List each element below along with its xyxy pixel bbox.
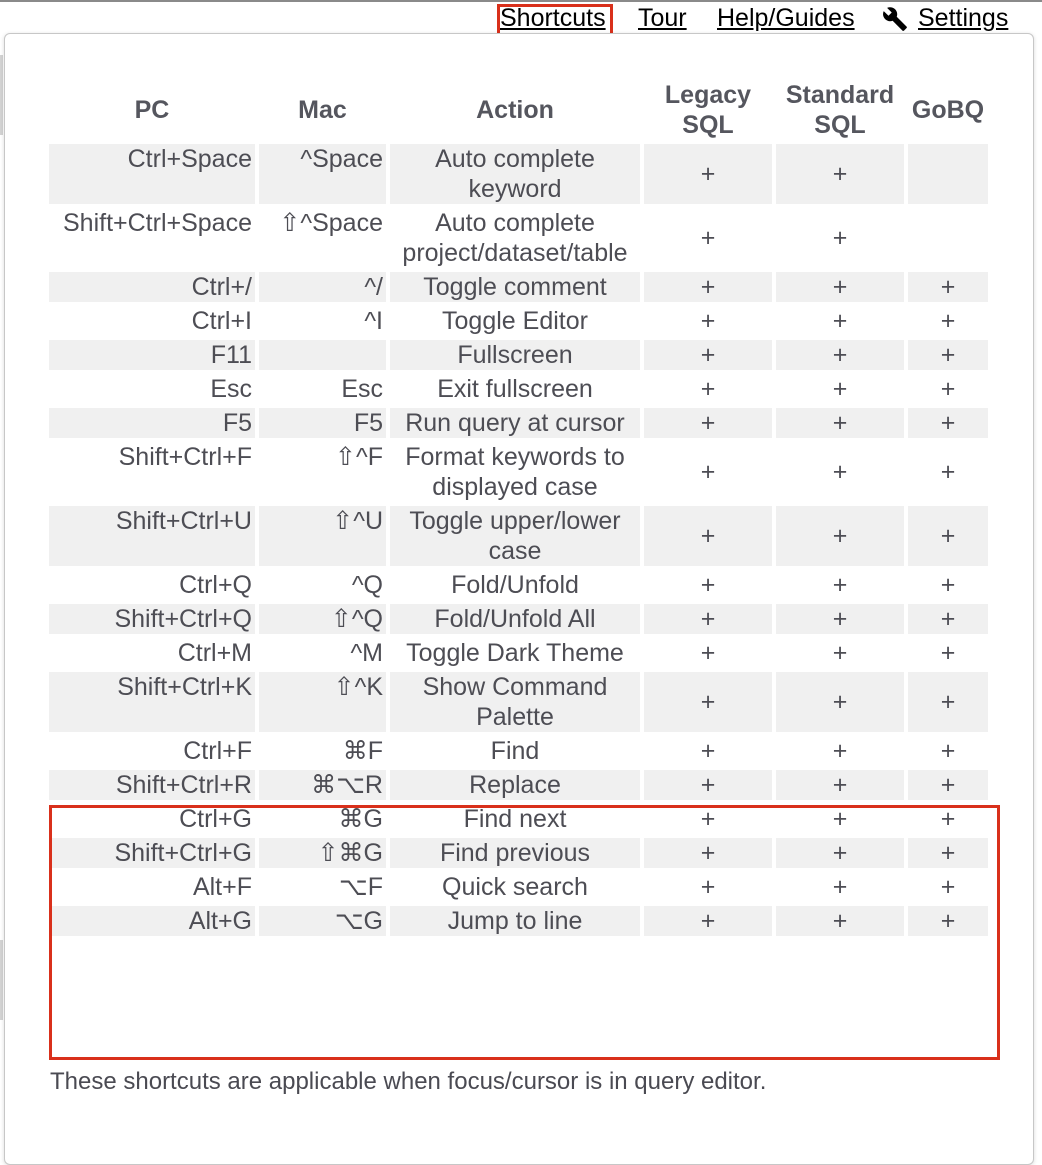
cell-pc: Ctrl+/	[49, 272, 255, 302]
cell-standard-sql: +	[832, 224, 848, 252]
cell-mac: ⌘⌥R	[259, 770, 386, 800]
cell-gobq	[908, 144, 988, 204]
header-mac: Mac	[298, 96, 347, 124]
cell-gobq: +	[908, 838, 988, 868]
left-edge-strip	[0, 55, 3, 135]
cell-gobq: +	[908, 340, 988, 370]
table-row	[49, 804, 988, 834]
table-row	[49, 672, 988, 732]
table-row	[49, 144, 988, 204]
cell-pc: Ctrl+F	[183, 737, 252, 765]
cell-legacy-sql: +	[644, 604, 772, 634]
header-word: SQL	[682, 111, 734, 139]
table-row	[49, 306, 988, 336]
cell-action: Jump to line	[390, 906, 640, 936]
cell-action: Auto complete keyword	[390, 144, 640, 204]
cell-mac	[259, 340, 386, 370]
cell-standard-sql: +	[776, 604, 904, 634]
cell-standard-sql: +	[776, 770, 904, 800]
cell-mac: ⇧^U	[259, 506, 386, 566]
table-row	[49, 408, 988, 438]
cell-mac: ⇧^Q	[259, 604, 386, 634]
cell-pc: F11	[49, 340, 255, 370]
header-word: Legacy	[664, 81, 752, 109]
cell-legacy-sql: +	[644, 506, 772, 566]
cell-legacy-sql: +	[700, 458, 716, 486]
cell-pc: Esc	[210, 375, 252, 403]
nav-tour-link[interactable]: Tour	[638, 4, 687, 32]
cell-standard-sql: +	[776, 144, 904, 204]
cell-action: Find previous	[390, 838, 640, 868]
cell-pc: Ctrl+M	[177, 639, 252, 667]
cell-mac: ⌘F	[342, 737, 383, 765]
table-row	[49, 604, 988, 634]
cell-action: Toggle Editor	[442, 307, 588, 335]
cell-standard-sql: +	[776, 272, 904, 302]
cell-mac: ^/	[259, 272, 386, 302]
cell-gobq: +	[940, 873, 956, 901]
cell-gobq: +	[908, 906, 988, 936]
cell-legacy-sql: +	[644, 144, 772, 204]
cell-action: Auto complete project/dataset/table	[402, 209, 628, 267]
cell-pc: Alt+G	[49, 906, 255, 936]
cell-legacy-sql: +	[644, 906, 772, 936]
cell-standard-sql: +	[832, 873, 848, 901]
cell-legacy-sql: +	[644, 770, 772, 800]
cell-mac: ⌥G	[259, 906, 386, 936]
cell-pc: Alt+F	[192, 873, 252, 901]
cell-legacy-sql: +	[700, 737, 716, 765]
cell-mac: ⇧^Space	[279, 209, 383, 237]
cell-gobq: +	[908, 408, 988, 438]
cell-mac: ⌘G	[338, 805, 383, 833]
cell-standard-sql: +	[832, 458, 848, 486]
cell-mac: ⌥F	[338, 873, 383, 901]
cell-legacy-sql: +	[700, 224, 716, 252]
cell-action: Run query at cursor	[390, 408, 640, 438]
table-row	[49, 374, 988, 404]
shortcuts-table	[45, 76, 992, 940]
cell-mac: ^Q	[351, 571, 383, 599]
cell-legacy-sql: +	[700, 375, 716, 403]
table-row	[49, 340, 988, 370]
cell-mac: F5	[259, 408, 386, 438]
cell-pc: Shift+Ctrl+Q	[49, 604, 255, 634]
cell-standard-sql: +	[832, 571, 848, 599]
cell-action: Quick search	[442, 873, 588, 901]
cell-gobq: +	[940, 375, 956, 403]
cell-legacy-sql: +	[700, 571, 716, 599]
cell-mac: Esc	[341, 375, 383, 403]
table-row	[49, 442, 988, 502]
cell-pc: Ctrl+Space	[49, 144, 255, 204]
cell-standard-sql: +	[776, 672, 904, 732]
cell-gobq: +	[908, 272, 988, 302]
table-row	[49, 570, 988, 600]
cell-action: Toggle comment	[390, 272, 640, 302]
cell-action: Find	[490, 737, 540, 765]
cell-standard-sql: +	[776, 906, 904, 936]
header-legacy-sql	[644, 80, 772, 140]
cell-legacy-sql: +	[700, 873, 716, 901]
cell-legacy-sql: +	[644, 272, 772, 302]
cell-legacy-sql: +	[700, 805, 716, 833]
cell-gobq: +	[908, 770, 988, 800]
cell-action: Fold/Unfold	[451, 571, 579, 599]
header-action: Action	[476, 96, 554, 124]
cell-mac: ⇧⌘G	[259, 838, 386, 868]
table-row	[49, 872, 988, 902]
table-row	[49, 906, 988, 936]
cell-gobq	[908, 208, 988, 268]
cell-legacy-sql: +	[700, 639, 716, 667]
table-row	[49, 736, 988, 766]
cell-standard-sql: +	[776, 506, 904, 566]
left-edge-strip	[0, 940, 3, 1020]
cell-standard-sql: +	[832, 375, 848, 403]
cell-gobq: +	[940, 307, 956, 335]
table-row	[49, 208, 988, 268]
cell-gobq: +	[908, 604, 988, 634]
cell-legacy-sql: +	[700, 307, 716, 335]
cell-action: Fullscreen	[390, 340, 640, 370]
header-gobq: GoBQ	[911, 96, 985, 124]
header-pc: PC	[134, 96, 170, 124]
cell-standard-sql: +	[832, 307, 848, 335]
header-word: Standard	[785, 81, 895, 109]
cell-pc: Shift+Ctrl+R	[49, 770, 255, 800]
cell-standard-sql: +	[776, 340, 904, 370]
cell-gobq: +	[940, 639, 956, 667]
wrench-icon[interactable]	[882, 6, 908, 32]
cell-legacy-sql: +	[644, 408, 772, 438]
cell-standard-sql: +	[832, 805, 848, 833]
cell-pc: F5	[49, 408, 255, 438]
cell-gobq: +	[940, 571, 956, 599]
cell-action: Fold/Unfold All	[390, 604, 640, 634]
cell-standard-sql: +	[832, 639, 848, 667]
table-row	[49, 838, 988, 868]
cell-action: Replace	[390, 770, 640, 800]
cell-mac: ⇧^F	[335, 443, 383, 471]
cell-pc: Shift+Ctrl+K	[49, 672, 255, 732]
cell-pc: Shift+Ctrl+Space	[63, 209, 252, 237]
footer-note: These shortcuts are applicable when focus/cursor is in query editor.	[50, 1068, 767, 1095]
cell-legacy-sql: +	[644, 838, 772, 868]
cell-action: Toggle upper/lower case	[390, 506, 640, 566]
cell-standard-sql: +	[832, 737, 848, 765]
cell-legacy-sql: +	[644, 672, 772, 732]
cell-pc: Ctrl+I	[191, 307, 252, 335]
cell-action: Format keywords to displayed case	[405, 443, 625, 501]
nav-shortcuts-link[interactable]: Shortcuts	[500, 4, 606, 32]
cell-mac: ^Space	[259, 144, 386, 204]
table-row	[49, 506, 988, 566]
cell-pc: Shift+Ctrl+G	[49, 838, 255, 868]
cell-pc: Shift+Ctrl+U	[49, 506, 255, 566]
cell-pc: Shift+Ctrl+F	[118, 443, 252, 471]
cell-pc: Ctrl+G	[179, 805, 252, 833]
nav-help-link[interactable]: Help/Guides	[717, 4, 855, 32]
table-header-row	[49, 80, 988, 140]
table-row	[49, 770, 988, 800]
cell-gobq: +	[908, 672, 988, 732]
cell-gobq: +	[940, 737, 956, 765]
cell-mac: ^I	[364, 307, 383, 335]
cell-action: Exit fullscreen	[437, 375, 593, 403]
cell-gobq: +	[940, 458, 956, 486]
table-row	[49, 638, 988, 668]
cell-legacy-sql: +	[644, 340, 772, 370]
cell-mac: ⇧^K	[259, 672, 386, 732]
cell-action-text: Show Command Palette	[422, 673, 608, 731]
cell-pc: Ctrl+Q	[179, 571, 252, 599]
cell-gobq: +	[940, 805, 956, 833]
table-row	[49, 272, 988, 302]
header-word: SQL	[814, 111, 866, 139]
cell-action: Find next	[463, 805, 567, 833]
cell-gobq: +	[908, 506, 988, 566]
cell-action	[390, 672, 640, 732]
cell-standard-sql: +	[776, 838, 904, 868]
cell-mac: ^M	[350, 639, 383, 667]
header-standard-sql	[776, 80, 904, 140]
cell-action: Toggle Dark Theme	[406, 639, 624, 667]
cell-standard-sql: +	[776, 408, 904, 438]
nav-settings-link[interactable]: Settings	[918, 4, 1009, 32]
